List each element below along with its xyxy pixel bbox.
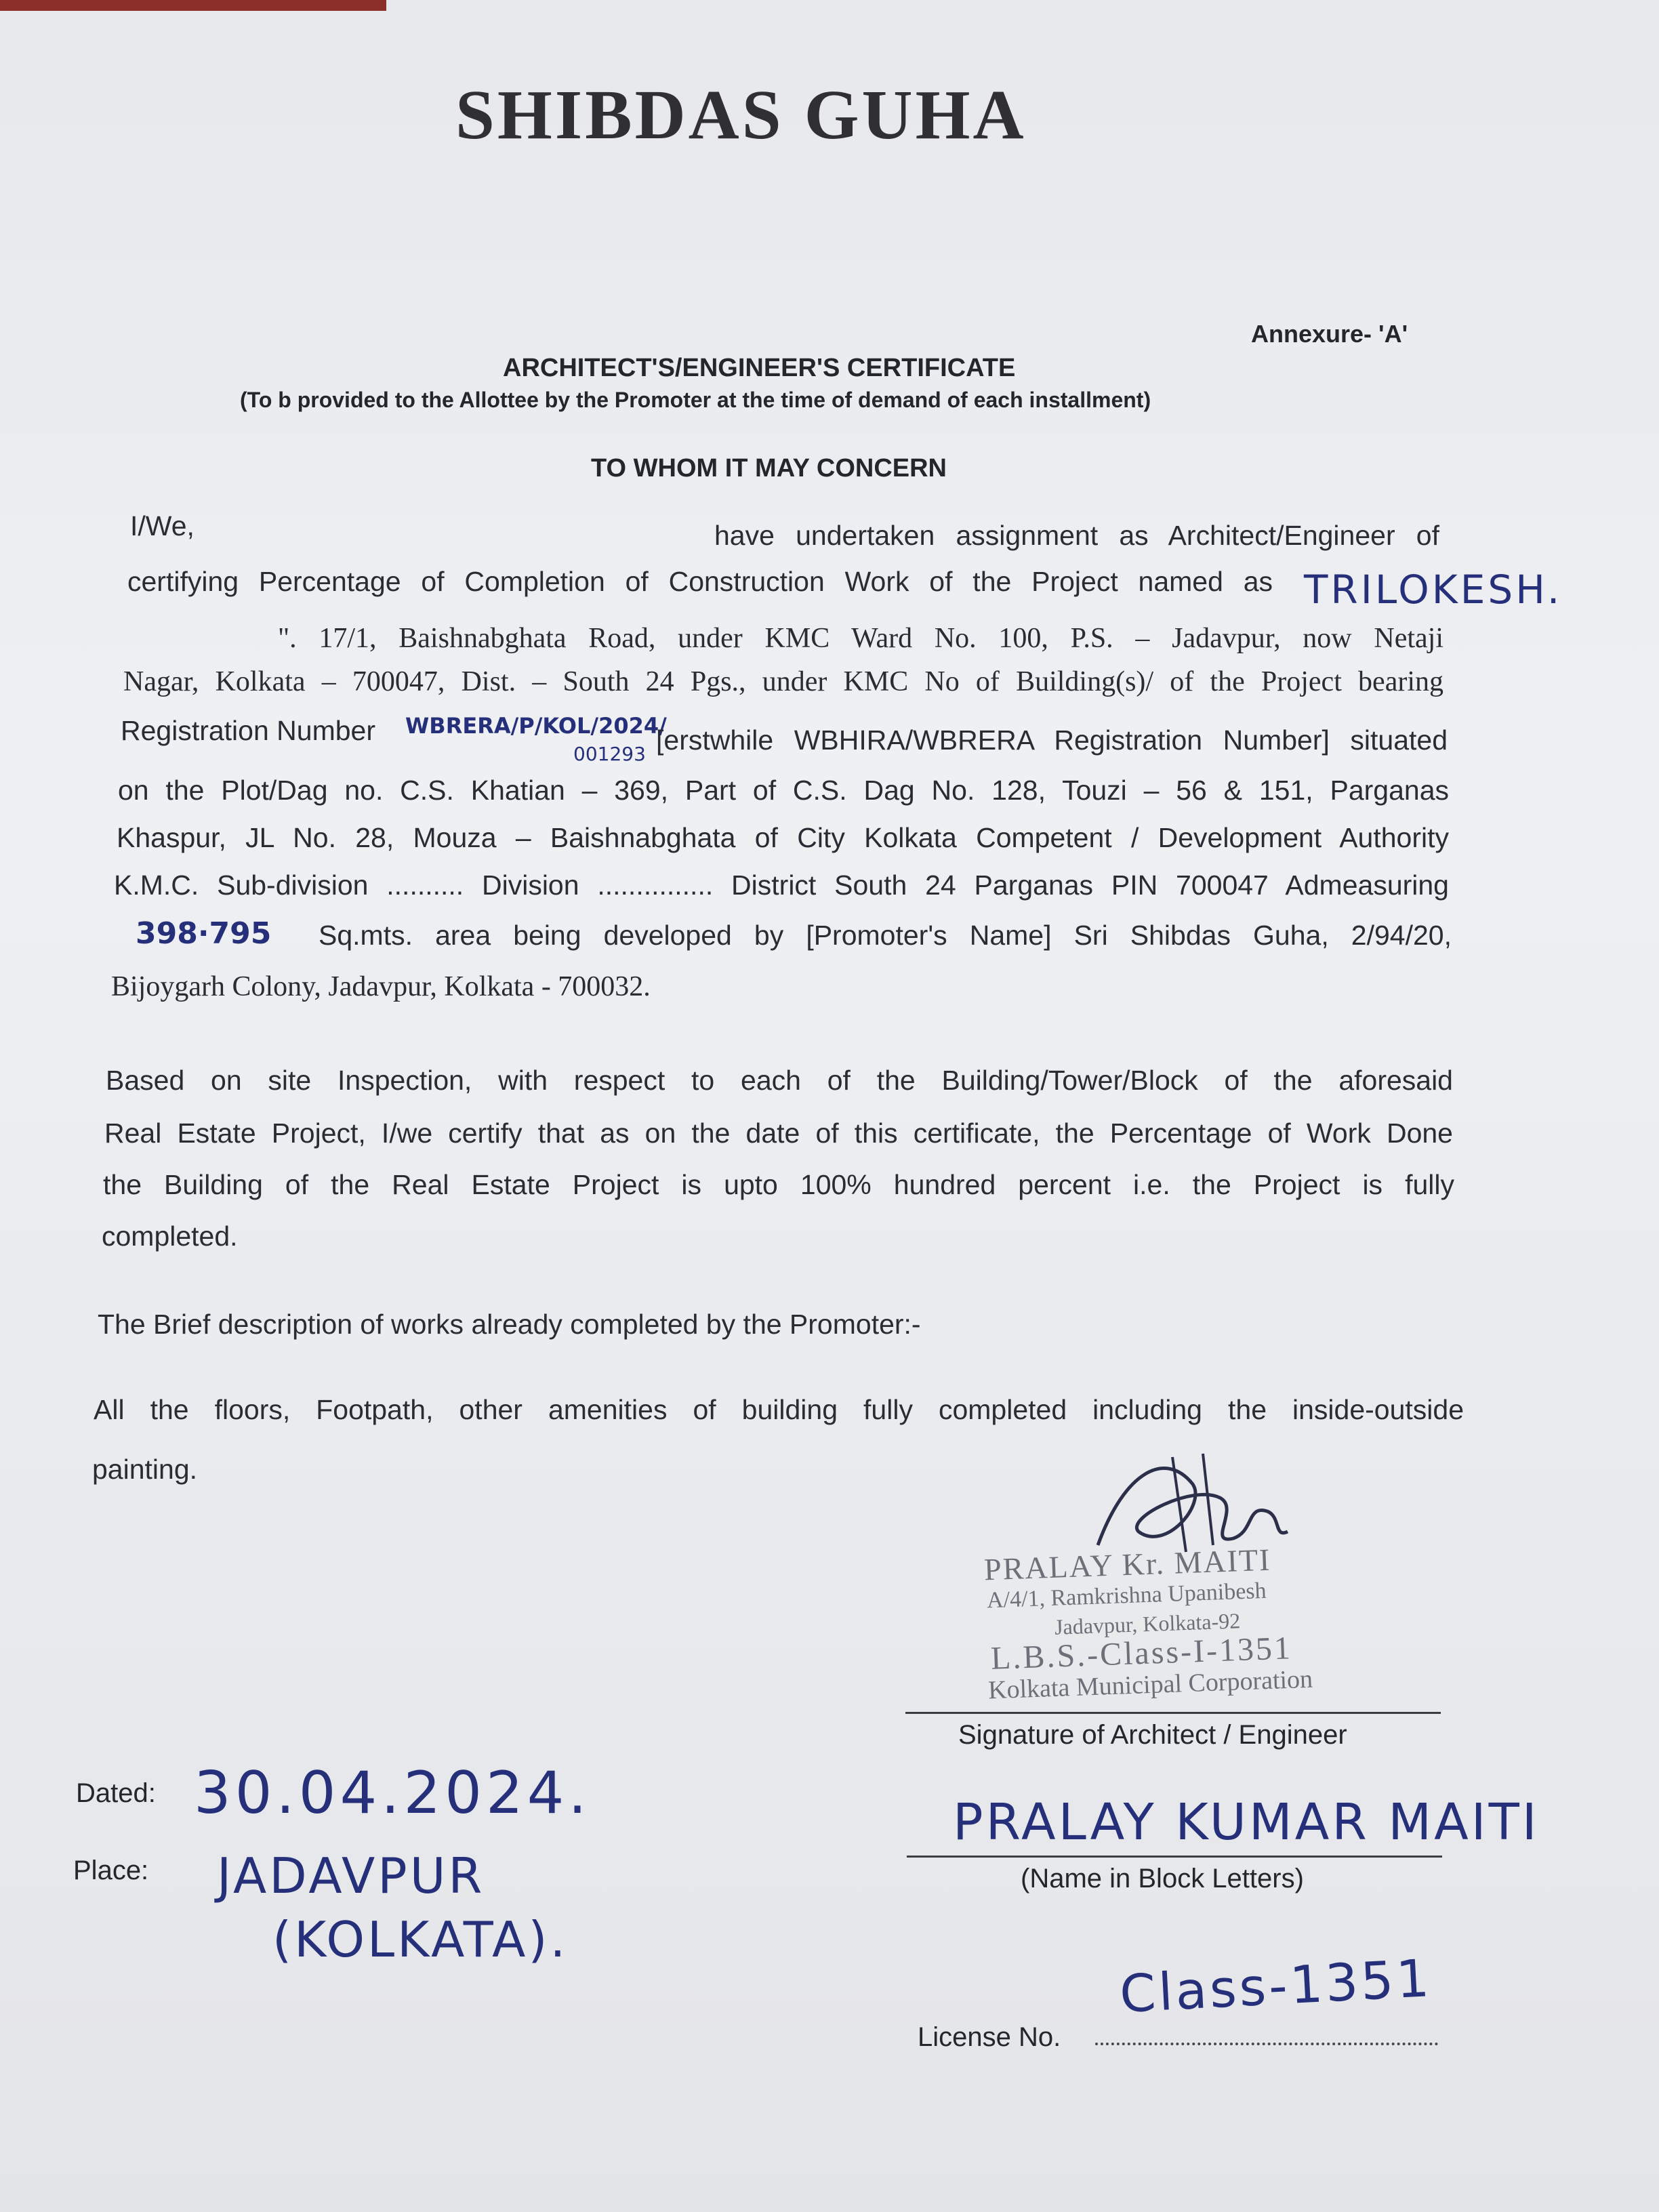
certificate-title: ARCHITECT'S/ENGINEER'S CERTIFICATE [503, 354, 1016, 382]
p1-line-5a: Registration Number [121, 715, 375, 746]
dated-label: Dated: [76, 1778, 156, 1808]
p1-line-4: Nagar, Kolkata – 700047, Dist. – South 24 Pgs., under KMC No of Building(s)/ of the Project bearing [123, 666, 1443, 697]
stamp-name: PRALAY Kr. MAITI [983, 1542, 1272, 1587]
brief-heading: The Brief description of works already completed by the Promoter:- [98, 1309, 921, 1340]
works-line-1: All the floors, Footpath, other amenities of building fully completed including the inside-outside [94, 1394, 1464, 1425]
p1-line-9: Sq.mts. area being developed by [Promoter's Name] Sri Shibdas Guha, 2/94/20, [319, 920, 1452, 951]
p1-line-1b: have undertaken assignment as Architect/Engineer of [714, 520, 1439, 551]
dated-value: 30.04.2024. [194, 1759, 591, 1827]
place-label: Place: [73, 1856, 149, 1885]
salutation: TO WHOM IT MAY CONCERN [591, 454, 947, 483]
license-dotted-line [1095, 2036, 1438, 2045]
block-letters-name: PRALAY KUMAR MAITI [953, 1793, 1540, 1851]
p1-line-3: ". 17/1, Baishnabghata Road, under KMC Ward No. 100, P.S. – Jadavpur, now Netaji [278, 623, 1443, 654]
registration-handwritten: WBRERA/P/KOL/2024/ [405, 713, 667, 739]
p1-line-6: on the Plot/Dag no. C.S. Khatian – 369, Part of C.S. Dag No. 128, Touzi – 56 & 151, Parganas [118, 775, 1449, 806]
p1-line-8: K.M.C. Sub-division .......... Division ............... District South 24 Parganas PIN 700047 Admeasuring [114, 869, 1449, 901]
certificate-subtitle: (To b provided to the Allottee by the Promoter at the time of demand of each installment) [240, 388, 1151, 412]
signature-caption: Signature of Architect / Engineer [958, 1720, 1347, 1750]
license-label: License No. [918, 2022, 1061, 2052]
stamp-org: Kolkata Municipal Corporation [987, 1664, 1313, 1705]
p1-line-7: Khaspur, JL No. 28, Mouza – Baishnabghata of City Kolkata Competent / Development Authority [117, 822, 1449, 853]
place-value-1: JADAVPUR [217, 1847, 485, 1904]
p1-line-10: Bijoygarh Colony, Jadavpur, Kolkata - 700032. [111, 971, 651, 1002]
letterhead-name: SHIBDAS GUHA [455, 76, 1027, 154]
block-name-line [907, 1856, 1442, 1858]
license-value-handwritten: Class-1351 [1118, 1948, 1433, 2024]
stamp-license: L.B.S.-Class-I-1351 [990, 1630, 1293, 1677]
registration-handwritten-2: 001293 [573, 743, 646, 765]
stamp-address-2: Jadavpur, Kolkata-92 [1054, 1608, 1241, 1639]
p2-line-1: Based on site Inspection, with respect to each of the Building/Tower/Block of the aforesaid [106, 1065, 1453, 1096]
p2-line-3: the Building of the Real Estate Project is upto 100% hundred percent i.e. the Project is fully [103, 1169, 1454, 1200]
annexure-label: Annexure- 'A' [1251, 320, 1408, 348]
works-line-2: painting. [92, 1454, 198, 1485]
red-object-corner [0, 0, 386, 11]
p2-line-4: completed. [102, 1221, 238, 1252]
project-name-handwritten: TRILOKESH. [1304, 567, 1563, 613]
p1-line-2: certifying Percentage of Completion of Construction Work of the Project named as [127, 566, 1273, 597]
signature-line [905, 1712, 1441, 1714]
p2-line-2: Real Estate Project, I/we certify that as on the date of this certificate, the Percentage of Work Done [104, 1118, 1453, 1149]
stamp-address-1: A/4/1, Ramkrishna Upanibesh [986, 1578, 1267, 1614]
p1-line-1a: I/We, [130, 510, 194, 541]
place-value-2: (KOLKATA). [272, 1911, 569, 1968]
block-name-caption: (Name in Block Letters) [1021, 1864, 1304, 1893]
p1-line-5b: [erstwhile WBHIRA/WBRERA Registration Number] situated [656, 724, 1448, 756]
area-handwritten: 398·795 [136, 916, 272, 951]
